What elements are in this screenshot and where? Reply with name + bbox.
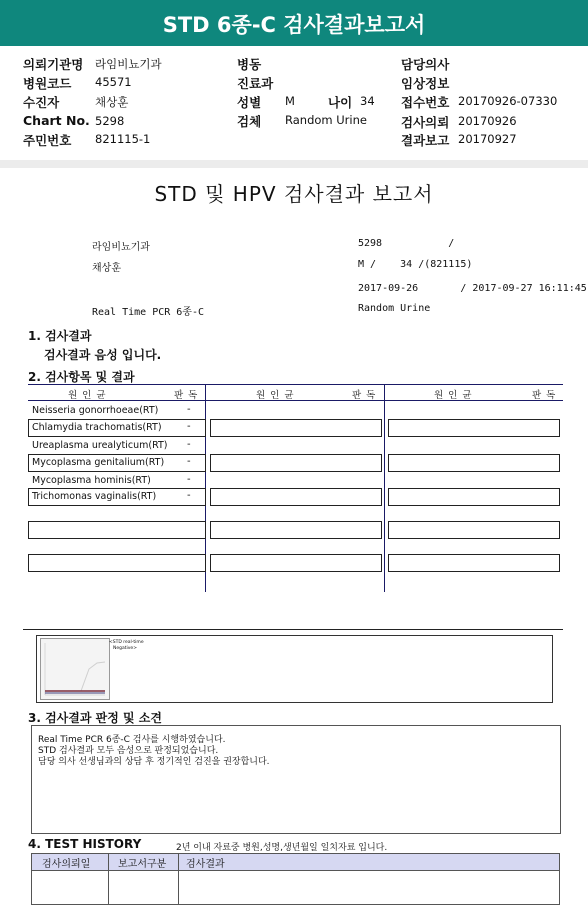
row-box-7 <box>28 521 206 539</box>
graph-separator-line <box>23 629 563 630</box>
organism-row-6: Trichomonas vaginalis(RT) <box>32 491 157 502</box>
section-1-heading: 1. 검사결과 <box>28 329 92 343</box>
report-specimen: Random Urine <box>358 303 431 314</box>
report-clinic: 라임비뇨기과 <box>92 242 150 253</box>
comment-box <box>31 725 561 834</box>
label-request-date: 검사의뢰 <box>401 115 450 130</box>
section-2-heading: 2. 검사항목 및 결과 <box>28 370 135 384</box>
col3-box-5 <box>388 554 560 572</box>
label-sex: 성별 <box>237 95 262 110</box>
organism-row-2: Chlamydia trachomatis(RT) <box>32 422 162 433</box>
section-1-result: 검사결과 음성 입니다. <box>44 348 162 362</box>
value-request-date: 20170926 <box>458 114 517 128</box>
value-resident-no: 821115-1 <box>95 132 151 146</box>
banner-title: STD 6종-C 검사결과보고서 <box>162 13 426 37</box>
history-col-report-type: 보고서구분 <box>118 859 167 870</box>
organism-row-4: Mycoplasma genitalium(RT) <box>32 457 165 468</box>
report-test-name: Real Time PCR 6종-C <box>92 307 205 318</box>
history-col-result: 검사결과 <box>186 859 225 870</box>
result-row-4: - <box>187 456 191 467</box>
amplification-curve-svg <box>41 639 109 699</box>
report-sex-age: M / 34 /(821115) <box>358 259 473 270</box>
organism-row-3: Ureaplasma urealyticum(RT) <box>32 440 168 451</box>
header-organism-2: 원인균 <box>256 390 299 401</box>
value-patient: 채상훈 <box>95 95 129 109</box>
col3-box-1 <box>388 419 560 437</box>
table-divider-2 <box>384 384 385 592</box>
header-organism-1: 원인균 <box>68 390 111 401</box>
graph-caption-line2: Negative> <box>113 646 137 651</box>
report-dates: 2017-09-26 / 2017-09-27 16:11:45 <box>358 283 587 294</box>
label-age: 나이 <box>328 95 353 110</box>
table-top-rule <box>28 384 563 385</box>
separator-bar <box>0 160 588 168</box>
row-box-8 <box>28 554 206 572</box>
col2-box-2 <box>210 454 382 472</box>
report-banner <box>0 0 588 46</box>
section-4-heading: 4. TEST HISTORY <box>28 837 142 851</box>
report-title: STD 및 HPV 검사결과 보고서 <box>154 182 434 206</box>
pcr-graph-box <box>36 635 553 703</box>
label-specimen: 검체 <box>237 114 262 129</box>
value-specimen: Random Urine <box>285 113 367 127</box>
result-row-5: - <box>187 474 191 485</box>
value-hospital-code: 45571 <box>95 75 132 89</box>
label-doctor: 담당의사 <box>401 57 450 72</box>
result-row-2: - <box>187 421 191 432</box>
value-report-date: 20170927 <box>458 132 517 146</box>
label-hospital-code: 병원코드 <box>23 76 72 91</box>
label-patient: 수진자 <box>23 95 60 110</box>
value-age: 34 <box>360 94 375 108</box>
organism-row-1: Neisseria gonorrhoeae(RT) <box>32 405 159 416</box>
section-3-heading: 3. 검사결과 판정 및 소견 <box>28 711 162 725</box>
header-result-2: 판독 <box>352 390 381 401</box>
result-row-3: - <box>187 439 191 450</box>
result-row-1: - <box>187 404 191 415</box>
history-table <box>31 853 560 905</box>
col2-box-1 <box>210 419 382 437</box>
value-chart-no: 5298 <box>95 114 125 128</box>
pcr-amplification-plot <box>40 638 110 700</box>
col2-box-3 <box>210 488 382 506</box>
history-header-row <box>32 854 559 871</box>
col3-box-4 <box>388 521 560 539</box>
report-chart: 5298 / <box>358 238 455 249</box>
col2-box-4 <box>210 521 382 539</box>
col2-box-5 <box>210 554 382 572</box>
header-result-1: 판독 <box>174 390 203 401</box>
history-divider-2 <box>178 854 179 904</box>
graph-caption-line1: <STD real-time <box>109 640 144 645</box>
value-sex: M <box>285 94 295 108</box>
label-report-date: 결과보고 <box>401 133 450 148</box>
col3-box-3 <box>388 488 560 506</box>
label-receipt-no: 접수번호 <box>401 95 450 110</box>
label-chart-no: Chart No. <box>23 113 90 128</box>
label-clinical-info: 임상정보 <box>401 76 450 91</box>
graph-caption <box>109 640 144 652</box>
organism-row-5: Mycoplasma hominis(RT) <box>32 475 151 486</box>
value-requesting-clinic: 라임비뇨기과 <box>95 57 162 71</box>
label-department: 진료과 <box>237 76 274 91</box>
history-note: 2년 이내 자료중 병원,성명,생년월일 일치자료 입니다. <box>176 843 388 853</box>
report-patient: 채상훈 <box>92 263 121 274</box>
label-resident-no: 주민번호 <box>23 133 72 148</box>
label-ward: 병동 <box>237 57 262 72</box>
value-receipt-no: 20170926-07330 <box>458 94 558 108</box>
header-result-3: 판독 <box>532 390 561 401</box>
header-organism-3: 원인균 <box>434 390 477 401</box>
result-row-6: - <box>187 490 191 501</box>
label-requesting-clinic: 의뢰기관명 <box>23 57 84 72</box>
comment-line-1: Real Time PCR 6종-C 검사를 시행하였습니다. <box>38 735 226 745</box>
comment-line-3: 담당 의사 선생님과의 상담 후 정기적인 검진을 권장합니다. <box>38 757 270 767</box>
comment-line-2: STD 검사결과 모두 음성으로 판정되었습니다. <box>38 746 219 756</box>
history-divider-1 <box>108 854 109 904</box>
history-col-request-date: 검사의뢰일 <box>42 859 91 870</box>
col3-box-2 <box>388 454 560 472</box>
